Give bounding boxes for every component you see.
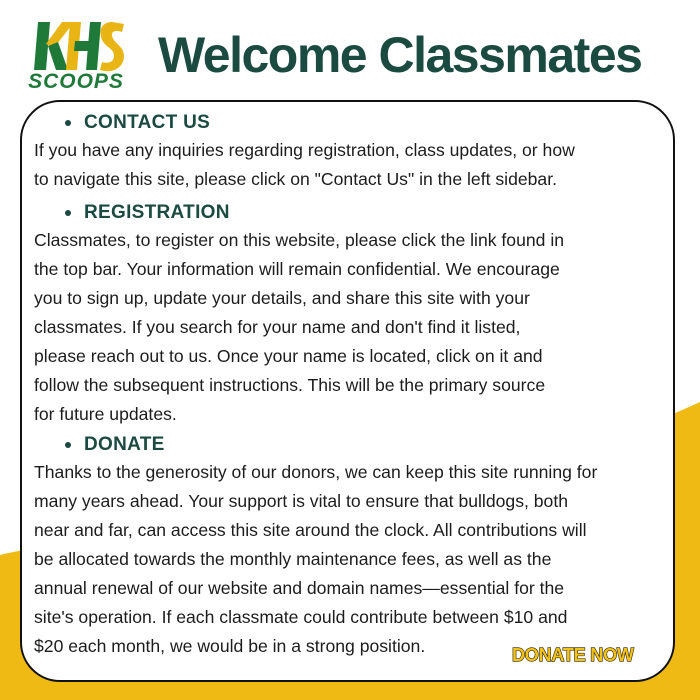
logo-wordmark: SCOOPS bbox=[28, 70, 124, 93]
registration-heading-label: REGISTRATION bbox=[84, 202, 230, 223]
page-title: Welcome Classmates bbox=[158, 27, 642, 83]
registration-paragraph bbox=[34, 226, 674, 429]
paragraph-line: annual renewal of our website and domain names—essential for the bbox=[34, 578, 565, 598]
paragraph-line: site's operation. If each classmate could contribute between $10 and bbox=[34, 607, 568, 627]
paragraph-line: $20 each month, we would be in a strong position. bbox=[34, 636, 426, 656]
paragraph-line: be allocated towards the monthly maintenance fees, as well as the bbox=[34, 549, 552, 569]
contact-us-paragraph bbox=[34, 136, 674, 194]
donate-paragraph bbox=[34, 458, 674, 661]
khs-logo-letters-icon bbox=[28, 20, 124, 72]
donate-heading-label: DONATE bbox=[84, 434, 165, 455]
paragraph-line: follow the subsequent instructions. This will be the primary source bbox=[34, 375, 546, 395]
donate-now-button[interactable]: DONATE NOW bbox=[512, 645, 634, 665]
registration-heading bbox=[34, 199, 674, 226]
bullet-icon bbox=[65, 120, 71, 126]
khs-scoops-logo bbox=[26, 20, 126, 96]
paragraph-line: for future updates. bbox=[34, 404, 177, 424]
paragraph-line: If you have any inquiries regarding registration, class updates, or how bbox=[34, 140, 575, 160]
paragraph-line: please reach out to us. Once your name is located, click on it and bbox=[34, 346, 543, 366]
contact-us-heading-label: CONTACT US bbox=[84, 112, 211, 133]
paragraph-line: many years ahead. Your support is vital to ensure that bulldogs, both bbox=[34, 491, 569, 511]
paragraph-line: you to sign up, update your details, and share this site with your bbox=[34, 288, 530, 308]
contact-us-heading bbox=[34, 109, 674, 136]
paragraph-line: the top bar. Your information will remain confidential. We encourage bbox=[34, 259, 560, 279]
paragraph-line: near and far, can access this site around the clock. All contributions will bbox=[34, 520, 587, 540]
content-area bbox=[34, 109, 674, 661]
donate-heading bbox=[34, 431, 674, 458]
bullet-icon bbox=[65, 442, 71, 448]
paragraph-line: Thanks to the generosity of our donors, we can keep this site running for bbox=[34, 462, 598, 482]
paragraph-line: to navigate this site, please click on "Contact Us" in the left sidebar. bbox=[34, 169, 557, 189]
bullet-icon bbox=[65, 210, 71, 216]
paragraph-line: Classmates, to register on this website, please click the link found in bbox=[34, 230, 565, 250]
paragraph-line: classmates. If you search for your name and don't find it listed, bbox=[34, 317, 521, 337]
